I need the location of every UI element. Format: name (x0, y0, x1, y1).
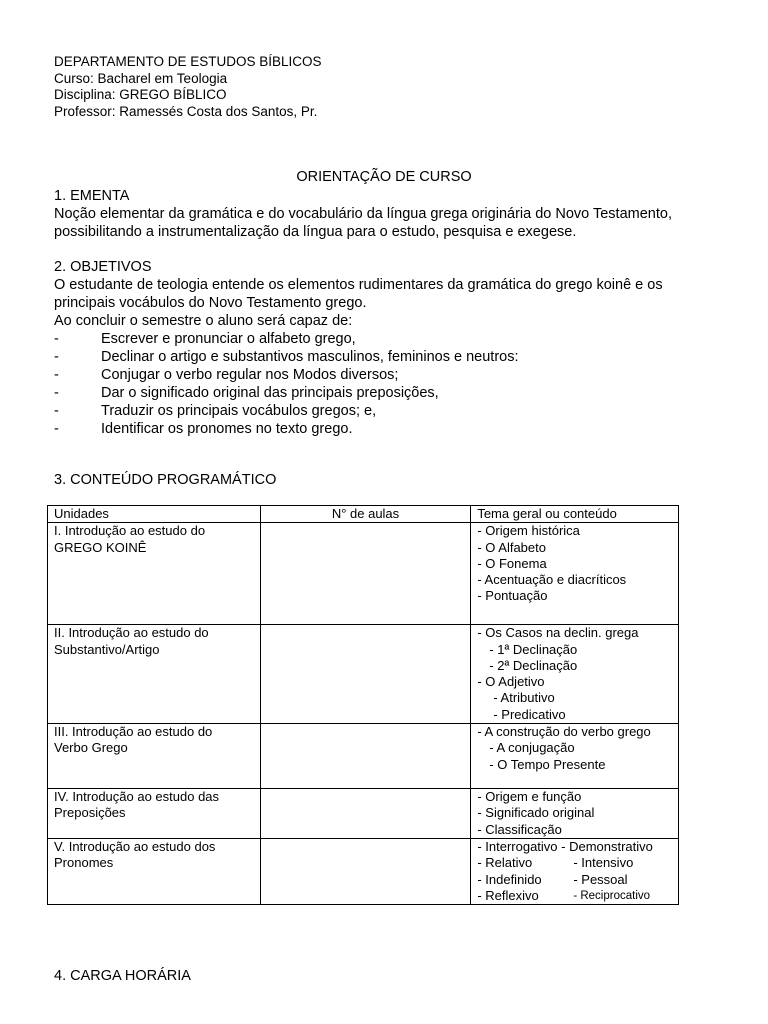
topic-pair (477, 888, 672, 904)
unit-subtitle: Verbo Grego (54, 740, 128, 756)
list-item-text: Dar o significado original das principais preposições, (101, 385, 439, 401)
unit-title: I. Introdução ao estudo do (54, 523, 206, 539)
topic-pair (477, 855, 672, 871)
list-item (54, 366, 724, 384)
column-header-tema: Tema geral ou conteúdo (471, 506, 679, 523)
topic-subitem: - 2ª Declinação (489, 657, 578, 673)
topic-item: - Os Casos na declin. grega (477, 625, 639, 641)
objetivos-intro: Ao concluir o semestre o aluno será capaz de: (54, 313, 353, 329)
objetivos-text: O estudante de teologia entende os elementos rudimentares da gramática do grego koinê e os principais vocábulos do Novo Testamento grego. (54, 277, 663, 311)
topic-subitem: - Atributivo (493, 690, 555, 706)
aulas-cell (260, 724, 471, 789)
column-header-aulas: N° de aulas (260, 506, 471, 523)
unit-cell (48, 625, 261, 724)
unit-cell (48, 839, 261, 905)
ementa-heading: 1. EMENTA (54, 188, 130, 204)
unit-subtitle: Preposições (54, 805, 126, 821)
aulas-cell (260, 839, 471, 905)
topic-item: - Pessoal (573, 871, 628, 887)
topic-item: - Reciprocativo (573, 889, 651, 902)
list-item-text: Conjugar o verbo regular nos Modos diversos; (101, 367, 399, 383)
table-row (48, 789, 679, 839)
topic-item: - Classificação (477, 821, 562, 837)
table-row (48, 724, 679, 789)
topic-item: - Origem e função (477, 789, 582, 805)
topic-item: - Reflexivo (477, 887, 539, 903)
table-header-row (48, 506, 679, 523)
topics-cell (471, 724, 679, 789)
topics-cell (471, 789, 679, 839)
topic-item: - Intensivo (573, 855, 634, 871)
course-line: Curso: Bacharel em Teologia (54, 70, 228, 86)
column-header-unidades: Unidades (48, 506, 261, 523)
list-item (54, 330, 724, 348)
topic-item: - Acentuação e diacríticos (477, 572, 627, 588)
list-item (54, 402, 724, 420)
table-row (48, 839, 679, 905)
ementa-text: Noção elementar da gramática e do vocabulário da língua grega originária do Novo Testamento, possibilitando a instrumentalização da língua para o estudo, pesquisa e exegese. (54, 206, 672, 240)
unit-title: IV. Introdução ao estudo das (54, 789, 220, 805)
dash-bullet: - (54, 349, 59, 365)
topics-cell (471, 523, 679, 625)
ementa-section (54, 187, 724, 241)
list-item-text: Declinar o artigo e substantivos masculinos, femininos e neutros: (101, 349, 519, 365)
objetivos-list (54, 330, 724, 438)
dash-bullet: - (54, 421, 59, 437)
conteudo-heading: 3. CONTEÚDO PROGRAMÁTICO (54, 472, 277, 488)
list-item (54, 384, 724, 402)
list-item-text: Traduzir os principais vocábulos gregos; e, (101, 403, 377, 419)
dash-bullet: - (54, 331, 59, 347)
topic-item: - Interrogativo - Demonstrativo (477, 839, 653, 855)
topic-subitem: - A conjugação (489, 740, 575, 756)
table-row (48, 523, 679, 625)
topic-subitem: - 1ª Declinação (489, 641, 578, 657)
topic-item: - A construção do verbo grego (477, 724, 651, 740)
document-header (54, 54, 322, 120)
topic-subitem: - Predicativo (493, 706, 566, 722)
topics-cell (471, 839, 679, 905)
dash-bullet: - (54, 367, 59, 383)
document-title: ORIENTAÇÃO DE CURSO (296, 169, 472, 185)
unit-title: III. Introdução ao estudo do (54, 724, 213, 740)
list-item (54, 348, 724, 366)
professor-line: Professor: Ramessés Costa dos Santos, Pr. (54, 103, 318, 119)
dash-bullet: - (54, 403, 59, 419)
topic-item: - O Alfabeto (477, 539, 546, 555)
topic-item: - Pontuação (477, 588, 548, 604)
department-line: DEPARTAMENTO DE ESTUDOS BÍBLICOS (54, 54, 322, 69)
topic-item: - Indefinido (477, 871, 542, 887)
topic-pair (477, 872, 672, 888)
table-row (48, 625, 679, 724)
topic-item: - Origem histórica (477, 523, 580, 539)
topic-item: - Relativo (477, 855, 533, 871)
discipline-line: Disciplina: GREGO BÍBLICO (54, 87, 227, 102)
unit-subtitle: Substantivo/Artigo (54, 641, 160, 657)
topic-item: - O Fonema (477, 555, 547, 571)
objetivos-heading: 2. OBJETIVOS (54, 259, 152, 275)
topic-item: - O Adjetivo (477, 674, 545, 690)
topics-cell (471, 625, 679, 724)
unit-subtitle: GREGO KOINÊ (54, 539, 147, 555)
list-item (54, 420, 724, 438)
dash-bullet: - (54, 385, 59, 401)
unit-subtitle: Pronomes (54, 855, 114, 871)
topic-item: - Significado original (477, 805, 595, 821)
unit-cell (48, 523, 261, 625)
objetivos-section (54, 258, 724, 438)
aulas-cell (260, 625, 471, 724)
unit-title: II. Introdução ao estudo do (54, 625, 209, 641)
conteudo-table (47, 505, 679, 905)
carga-heading: 4. CARGA HORÁRIA (54, 968, 191, 984)
unit-title: V. Introdução ao estudo dos (54, 839, 216, 855)
aulas-cell (260, 523, 471, 625)
unit-cell (48, 789, 261, 839)
list-item-text: Identificar os pronomes no texto grego. (101, 421, 353, 437)
list-item-text: Escrever e pronunciar o alfabeto grego, (101, 331, 356, 347)
topic-subitem: - O Tempo Presente (489, 756, 606, 772)
aulas-cell (260, 789, 471, 839)
unit-cell (48, 724, 261, 789)
